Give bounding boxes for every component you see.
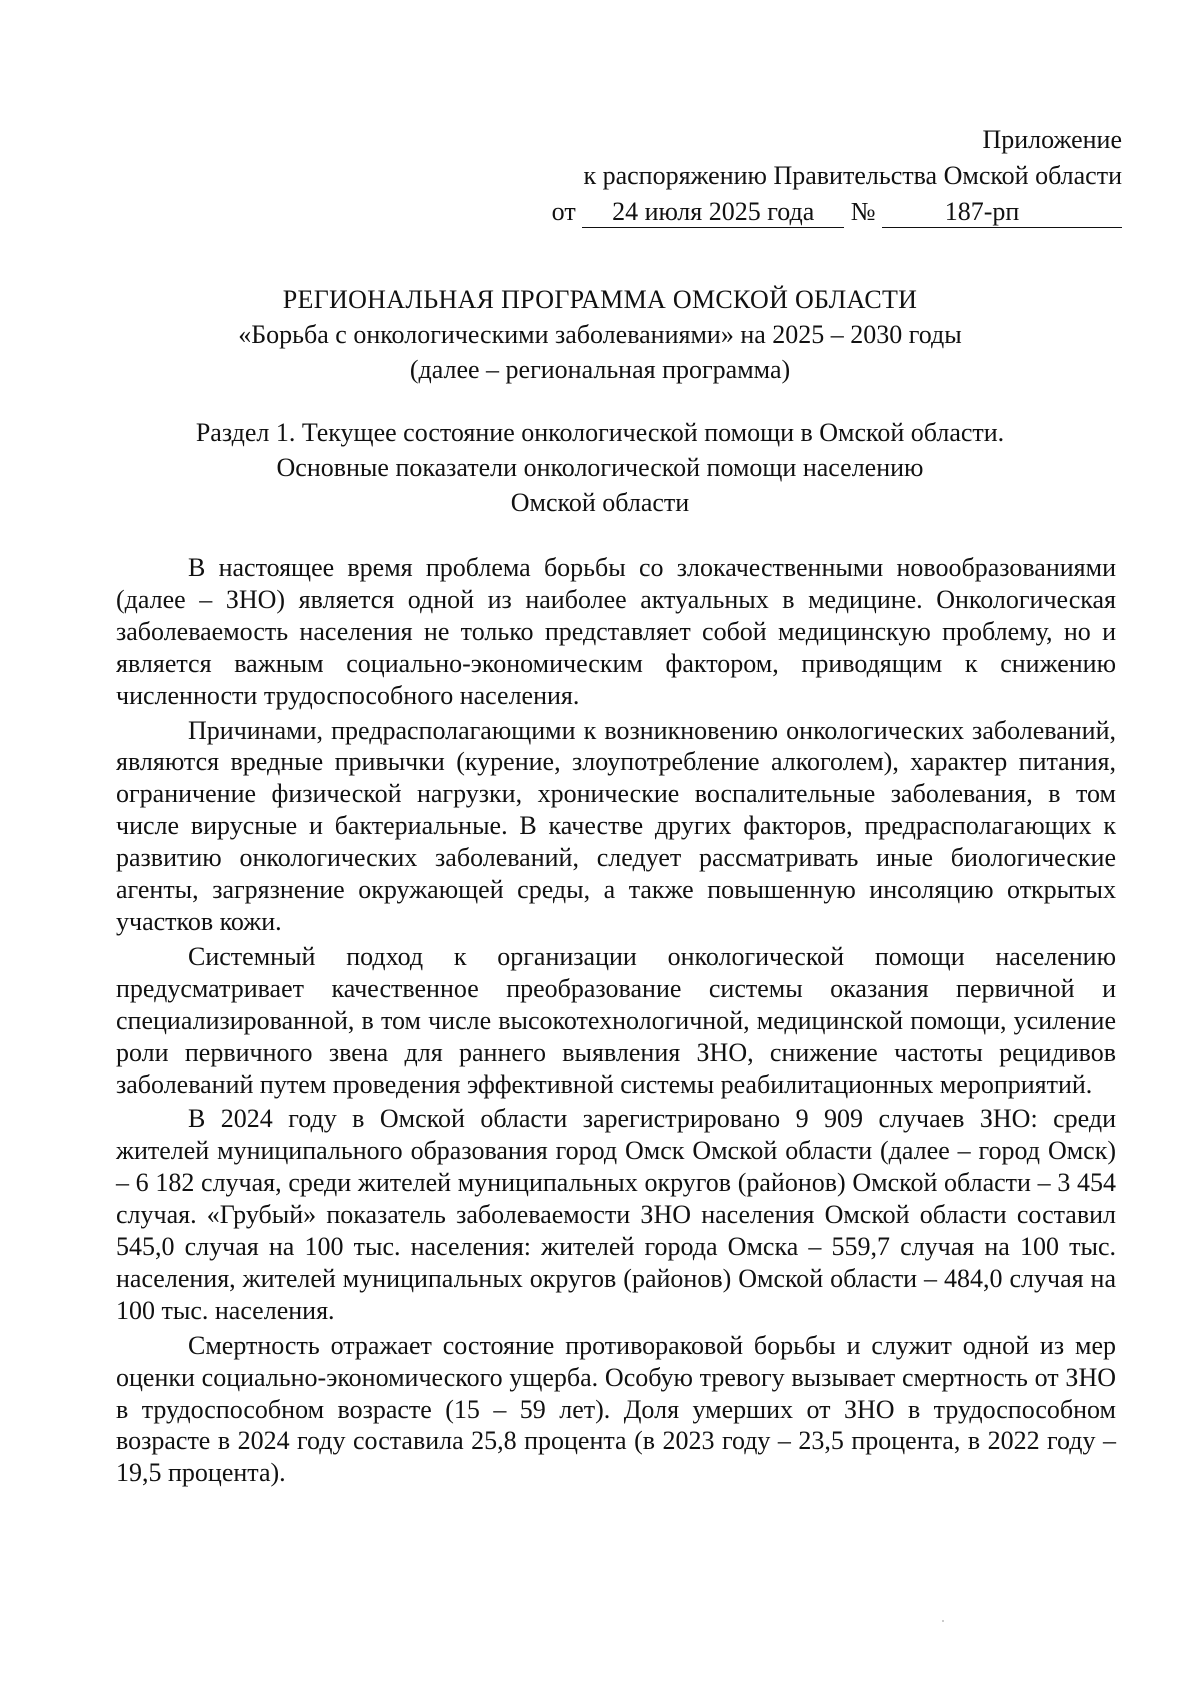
paragraph: В 2024 году в Омской области зарегистрировано 9 909 случаев ЗНО: среди жителей муниципального образования город Омск Омской области (далее – город Омск) – 6 182 случая, среди жителей муниципальных округов (районов) Омской области – 3 454 случая. «Грубый» показатель заболеваемости ЗНО населения Омской области составил 545,0 случая на 100 тыс. населения: жителей города Омска – 559,7 случая на 100 тыс. населения, жителей муниципальных округов (районов) Омской области – 484,0 случая на 100 тыс. населения. (116, 1104, 1116, 1325)
number-sign: № (850, 197, 876, 226)
section-heading-line-2: Основные показатели онкологической помощи населению (276, 453, 924, 482)
paragraph: Системный подход к организации онкологической помощи населению предусматривает качественное преобразование системы оказания первичной и специализированной, в том числе высокотехнологичной, медицинской помощи, усиление роли первичного звена для раннего выявления ЗНО, снижение частоты рецидивов заболеваний путем проведения эффективной системы реабилитационных мероприятий. (116, 941, 1116, 1099)
date-prefix: от (551, 197, 576, 226)
order-date: 24 июля 2025 года (582, 197, 844, 228)
program-title-block (70, 282, 1130, 387)
appendix-date-number-line (552, 194, 1122, 230)
section-heading (70, 415, 1130, 520)
program-note: (далее – региональная программа) (409, 355, 791, 384)
paragraph: В настоящее время проблема борьбы со злокачественными новообразованиями (далее – ЗНО) является одной из наиболее актуальных в медицине. Онкологическая заболеваемость населения не только представляет собой медицинскую проблему, но и является важным социально-экономическим фактором, приводящим к снижению численности трудоспособного населения. (116, 553, 1116, 710)
body-text (116, 552, 1116, 1492)
appendix-header (552, 122, 1122, 230)
paragraph: Причинами, предрасполагающими к возникновению онкологических заболеваний, являются вредные привычки (курение, злоупотребление алкоголем), характер питания, ограничение физической нагрузки, хронические воспалительные заболевания, в том числе вирусные и бактериальные. В качестве других факторов, предрасполагающих к развитию онкологических заболеваний, следует рассматривать иные биологические агенты, загрязнение окружающей среды, а также повышенную инсоляцию открытых участков кожи. (116, 715, 1116, 936)
appendix-order-reference: к распоряжению Правительства Омской области (583, 161, 1122, 190)
order-number: 187-рп (882, 197, 1122, 228)
section-heading-line-1: Раздел 1. Текущее состояние онкологической помощи в Омской области. (195, 418, 1005, 447)
appendix-title: Приложение (982, 125, 1122, 154)
program-subtitle: «Борьба с онкологическими заболеваниями» на 2025 – 2030 годы (238, 320, 962, 349)
paragraph: Смертность отражает состояние противораковой борьбы и служит одной из мер оценки социально-экономического ущерба. Особую тревогу вызывает смертность от ЗНО в трудоспособном возрасте (15 – 59 лет). Доля умерших от ЗНО в трудоспособном возрасте в 2024 году составила 25,8 процента (в 2023 году – 23,5 процента, в 2022 году – 19,5 процента). (116, 1330, 1116, 1488)
program-title: РЕГИОНАЛЬНАЯ ПРОГРАММА ОМСКОЙ ОБЛАСТИ (282, 285, 918, 314)
scan-speck (942, 1620, 944, 1622)
section-heading-line-3: Омской области (510, 488, 690, 517)
